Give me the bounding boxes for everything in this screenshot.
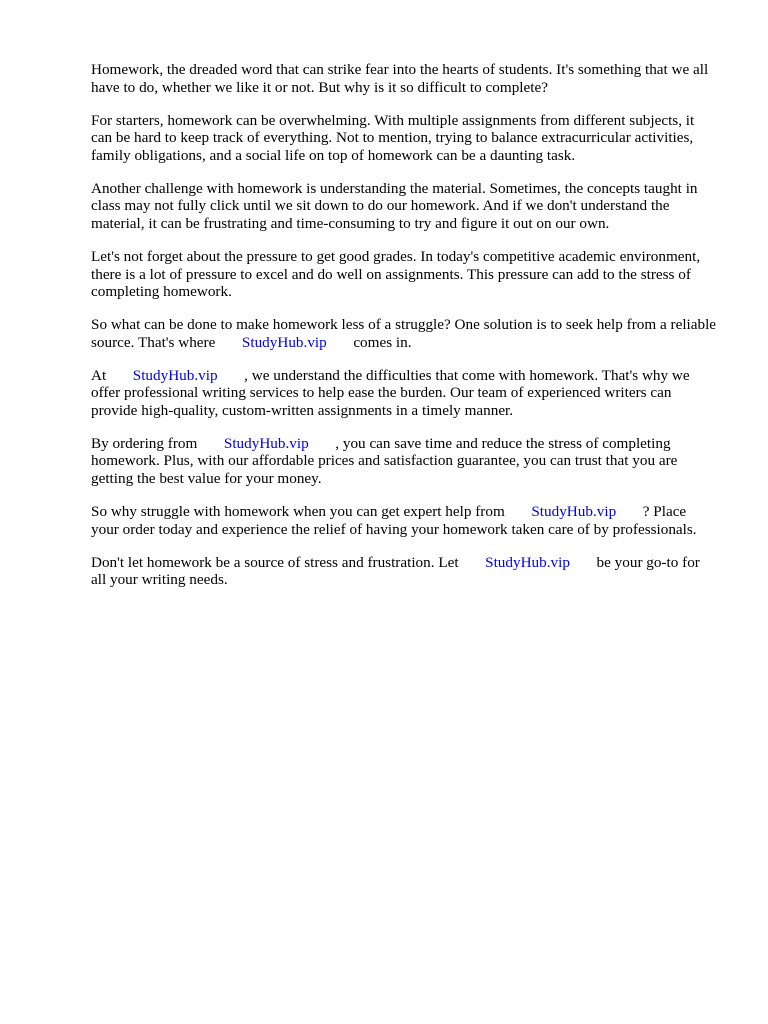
paragraph-closing (91, 554, 717, 589)
paragraph-text: comes in. (349, 333, 412, 351)
paragraph-text: Don't let homework be a source of stress and frustration. Let (91, 553, 463, 571)
document-body (91, 61, 720, 604)
paragraph-text: be your go-to for all your writing needs. (91, 553, 704, 589)
paragraph-text: ? Place your order today and experience the relief of having your homework taken care of by professionals. (91, 503, 697, 538)
paragraph-services (91, 367, 717, 420)
paragraph-text: Let's not forget about the pressure to get good grades. In today's competitive academic environment, there is a lot of pressure to excel and do well on assignments. This pressure can add to the stress of completing homework. (91, 247, 704, 301)
paragraph-text: So why struggle with homework when you can get expert help from (91, 503, 509, 521)
studyhub-link[interactable]: StudyHub.vip (531, 503, 617, 521)
paragraph-text: , we understand the difficulties that come with homework. That's why we offer professional writing services to help ease the burden. Our team of experienced writers can provide high-quality, custom-written assignments in a timely manner. (91, 366, 694, 419)
paragraph-text: , you can save time and reduce the stress of completing homework. Plus, with our affordable prices and satisfaction guarantee, you can trust that you are getting the best value for your money. (91, 434, 682, 488)
paragraph-text: At (91, 366, 110, 384)
paragraph-call-to-action (91, 503, 717, 538)
paragraph-text: For starters, homework can be overwhelming. With multiple assignments from different subjects, it can be hard to keep track of everything. Not to mention, trying to balance extracurricular activities, family obligations, and a social life on top of homework can be a daunting task. (91, 111, 699, 164)
paragraph-text: Another challenge with homework is understanding the material. Sometimes, the concepts taught in class may not fully click until we sit down to do our homework. And if we don't understand the material, it can be frustrating and time-consuming to try and figure it out on our own. (91, 179, 702, 232)
paragraph-pressure (91, 248, 717, 301)
paragraph-solution (91, 316, 720, 351)
paragraph-intro (91, 61, 717, 96)
paragraph-text: By ordering from (91, 434, 202, 452)
paragraph-overwhelming (91, 112, 717, 165)
studyhub-link[interactable]: StudyHub.vip (485, 553, 570, 571)
paragraph-text: So what can be done to make homework less of a struggle? One solution is to seek help from a reliable source. That's where (91, 316, 720, 351)
studyhub-link[interactable]: StudyHub.vip (241, 333, 327, 351)
paragraph-understanding (91, 180, 717, 233)
studyhub-link[interactable]: StudyHub.vip (223, 434, 309, 452)
studyhub-link[interactable]: StudyHub.vip (132, 366, 218, 384)
paragraph-text: Homework, the dreaded word that can strike fear into the hearts of students. It's something that we all have to do, whether we like it or not. But why is it so difficult to complete? (91, 61, 713, 96)
paragraph-ordering (91, 435, 717, 488)
